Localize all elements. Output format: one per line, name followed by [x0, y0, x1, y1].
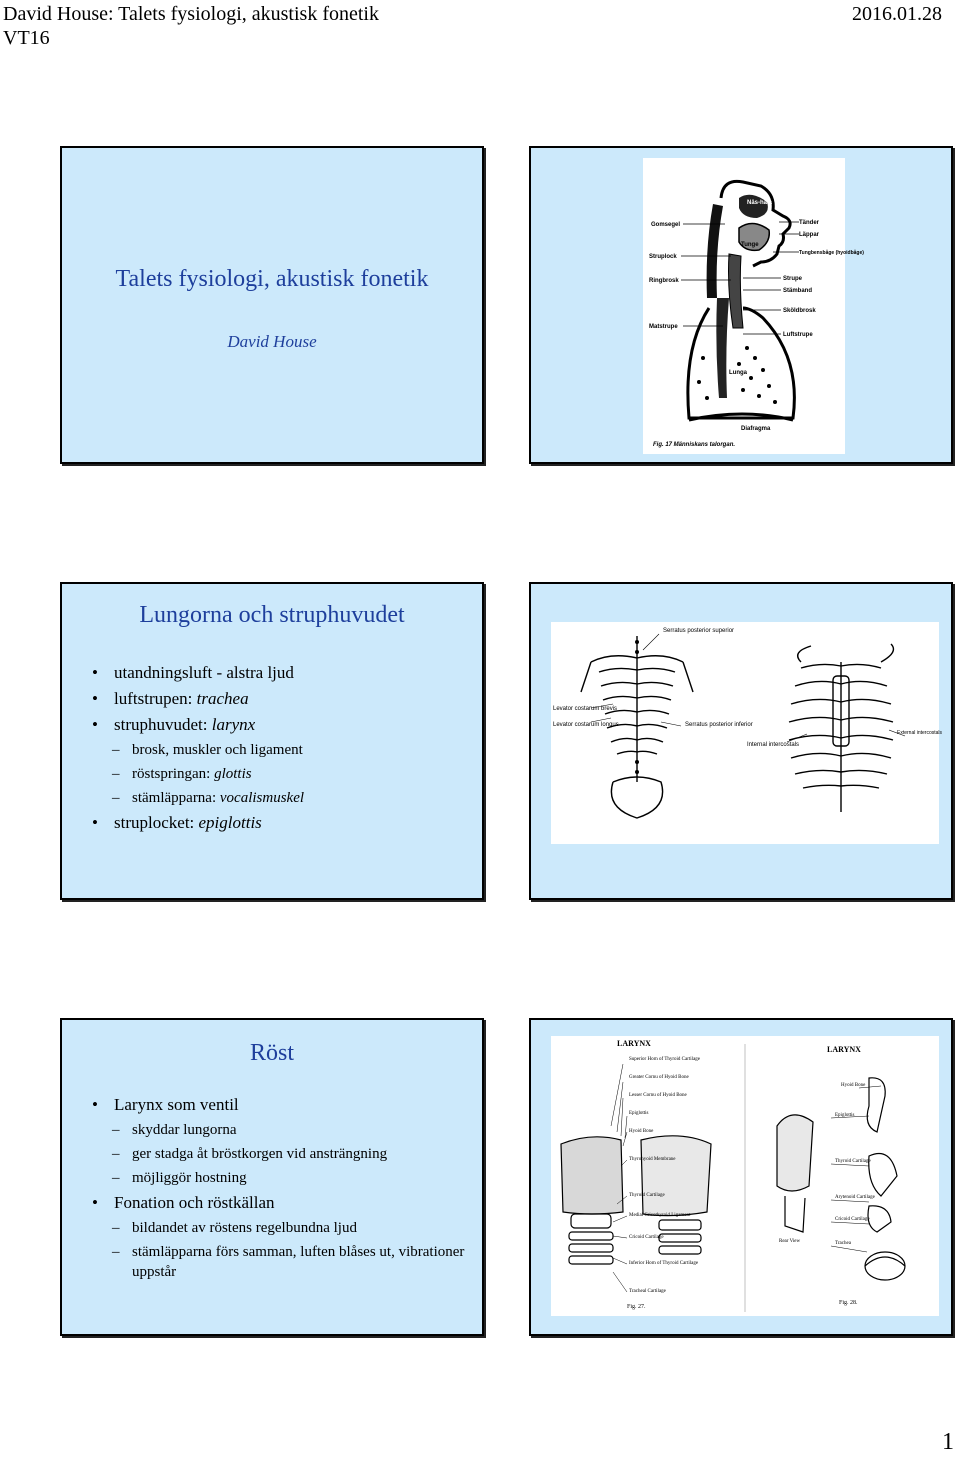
label-nasal-cavity: Näs-håla [747, 200, 773, 206]
document-header-date: 2016.01.28 [852, 3, 942, 25]
label-epiglottis-left: Epiglottis [629, 1111, 649, 1116]
label-cricoid-right: Cricoid Cartilage [835, 1217, 870, 1222]
page-number: 1 [942, 1429, 954, 1455]
label-hyoid-right: Hyoid Bone [841, 1083, 866, 1088]
label-tongue: Tunge [741, 242, 759, 248]
left-figure-heading: LARYNX [617, 1039, 651, 1048]
label-larynx: Strupe [783, 276, 803, 282]
slide-voice [60, 1018, 484, 1336]
slide-heading: Röst [249, 1040, 294, 1066]
larynx-illustration [551, 1036, 939, 1316]
list-item: • struphuvudet: larynx [88, 712, 472, 738]
slide-speech-organs-figure [529, 146, 953, 464]
label-soft-palate: Gomsegel [651, 222, 681, 228]
list-item: • Fonation och röstkällan [88, 1190, 472, 1216]
bullet-list [88, 660, 472, 836]
label-trachea-right: Trachea [835, 1241, 851, 1246]
list-item: – stämläpparna förs samman, luften blåses ut, vibrationer uppstår [88, 1242, 472, 1282]
label-tracheal: Tracheal Cartilage [629, 1289, 666, 1294]
slide-title-heading: Talets fysiologi, akustisk fonetik [115, 266, 429, 292]
label-hyoid: Tungbensbåge (hyoidbåge) [799, 250, 864, 256]
list-item: – stämläpparna: vocalismuskel [88, 786, 472, 810]
list-item: • luftstrupen: trachea [88, 686, 472, 712]
list-item: – röstspringan: glottis [88, 762, 472, 786]
figure-caption: Fig. 17 Människans talorgan. [653, 442, 736, 448]
label-hyoid-left: Hyoid Bone [629, 1129, 654, 1134]
label-thyrohyoid: Thyrohyoid Membrane [629, 1157, 676, 1162]
bullet-list [88, 1092, 472, 1282]
list-item: • struplocket: epiglottis [88, 810, 472, 836]
document-header-title: David House: Talets fysiologi, akustisk fonetik [3, 3, 379, 25]
label-lips: Läppar [799, 232, 820, 238]
list-item: – brosk, muskler och ligament [88, 738, 472, 762]
label-thyroid-left: Thyroid Cartilage [629, 1193, 665, 1198]
label-internal-intercostals: Internal intercostals [747, 742, 800, 748]
right-figure-heading: LARYNX [827, 1045, 861, 1054]
label-levator-brevis: Levator costarum brevis [553, 706, 618, 712]
label-superior-horn: Superior Horn of Thyroid Cartilage [629, 1057, 701, 1062]
slide-heading: Lungorna och struphuvudet [139, 602, 405, 628]
slide-larynx-figure [529, 1018, 953, 1336]
list-item: – ger stadga åt bröstkorgen vid ansträngning [88, 1142, 472, 1166]
speech-organs-illustration [643, 158, 864, 454]
list-item: • utandningsluft - alstra ljud [88, 660, 472, 686]
label-lesser-cornu: Lesser Cornu of Hyoid Bone [629, 1093, 687, 1098]
list-item: – möjliggör hostning [88, 1166, 472, 1190]
right-figure-caption: Fig. 28. [839, 1300, 858, 1306]
label-lung: Lunga [729, 370, 747, 376]
list-item: – skyddar lungorna [88, 1118, 472, 1142]
label-epiglottis-right: Epiglottis [835, 1113, 855, 1118]
label-rear-view: Rear View [779, 1239, 801, 1244]
slide-lungs-larynx [60, 582, 484, 900]
slide-ribcage-figure [529, 582, 953, 900]
label-cricoid-left: Cricoid Cartilage [629, 1235, 664, 1240]
label-serratus-superior: Serratus posterior superior [663, 628, 735, 634]
label-arytenoid: Arytenoid Cartilage [835, 1195, 875, 1200]
label-diaphragm: Diafragma [741, 426, 771, 432]
document-header-term: VT16 [3, 27, 50, 49]
label-inferior-horn: Inferior Horn of Thyroid Cartilage [629, 1261, 699, 1266]
ribcage-illustration [551, 622, 943, 844]
left-figure-caption: Fig. 27. [627, 1304, 646, 1310]
slide-title [60, 146, 484, 464]
label-cricothyroid: Medial Cricothyroid Ligament [629, 1213, 691, 1218]
label-thyroid-right: Thyroid Cartilage [835, 1159, 871, 1164]
label-cricoid: Ringbrosk [649, 278, 679, 284]
label-thyroid: Sköldbrosk [783, 308, 816, 314]
label-levator-longus: Levator costarum longus [553, 722, 619, 728]
label-vocal-folds: Stämband [783, 288, 813, 294]
label-trachea: Luftstrupe [783, 332, 813, 338]
label-serratus-inferior: Serratus posterior inferior [685, 722, 753, 728]
label-greater-cornu: Greater Cornu of Hyoid Bone [629, 1075, 689, 1080]
label-esophagus: Matstrupe [649, 324, 678, 330]
label-teeth: Tänder [799, 220, 820, 226]
list-item: – bildandet av röstens regelbundna ljud [88, 1216, 472, 1240]
label-epiglottis: Struplock [649, 254, 677, 260]
slide-author: David House [227, 332, 317, 351]
label-external-intercostals: External intercostals [897, 730, 943, 736]
list-item: • Larynx som ventil [88, 1092, 472, 1118]
